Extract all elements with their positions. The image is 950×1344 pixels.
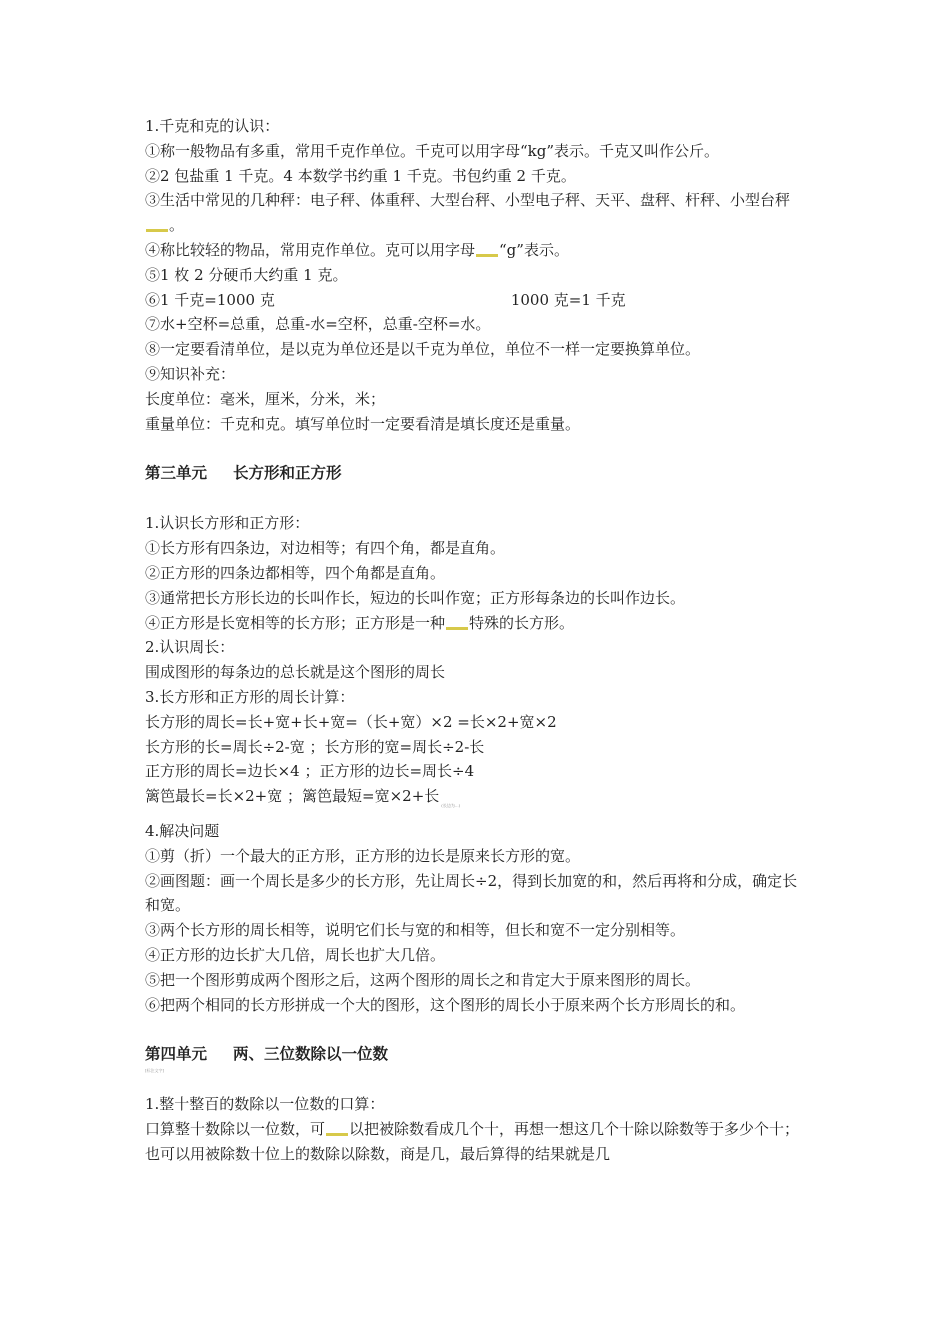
unit3-line-14: ①剪（折）一个最大的正方形，正方形的边长是原来长方形的宽。 xyxy=(145,846,581,865)
highlight-mark xyxy=(446,627,468,630)
spacer xyxy=(145,1075,810,1092)
unit3-line-9: 长方形的周长=长+宽+长+宽=（长+宽）×2 =长×2+宽×2 xyxy=(145,712,557,731)
unit3-line-13: 4.解决问题 xyxy=(145,821,220,840)
unit3-line-11: 正方形的周长=边长×4 ；正方形的边长=周长÷4 xyxy=(145,762,475,781)
unit3-line-6: 2.认识周长： xyxy=(145,638,235,657)
kg-point-3-text: ③生活中常见的几种秤：电子秤、体重秤、大型台秤、小型电子秤、天平、盘秤、杆秤、小型台秤 xyxy=(145,191,791,210)
weight-units: 重量单位：千克和克。填写单位时一定要看清是填长度还是重量。 xyxy=(145,414,581,433)
unit3-line-5-end: 特殊的长方形。 xyxy=(469,613,575,632)
unit3-line-8: 3.长方形和正方形的周长计算： xyxy=(145,687,355,706)
unit4-line-2-rest: 以把被除数看成几个十，再想一想这几个十除以除数等于多少个十；也可以用被除数十位上的数除以除数，商是几，最后算得的结果就是几 xyxy=(145,1120,800,1163)
kg-point-3 xyxy=(145,188,810,238)
unit3-line-12-text: 篱笆最长=长×2+宽 ；篱笆最短=宽×2+长 xyxy=(145,787,440,806)
unit4-line-2-text: 口算整十数除以一位数，可 xyxy=(145,1120,326,1139)
unit3-line-7: 围成图形的每条边的总长就是这个图形的周长 xyxy=(145,663,446,682)
unit3-line-4: ③通常把长方形长边的长叫作长，短边的长叫作宽；正方形每条边的长叫作边长。 xyxy=(145,588,686,607)
document-page xyxy=(145,114,810,1167)
kg-point-9: ⑨知识补充： xyxy=(145,364,236,383)
unit3-line-18: ⑤把一个图形剪成两个图形之后，这两个图形的周长之和肯定大于原来图形的周长。 xyxy=(145,970,701,989)
small-annotation: (长边为...) xyxy=(441,803,461,809)
spacer xyxy=(145,436,810,461)
unit4-label: 第四单元 xyxy=(145,1045,208,1064)
kg-point-6-right: 1000 克=1 千克 xyxy=(510,290,626,309)
kg-point-4-end: “g”表示。 xyxy=(499,240,569,259)
tiny-stamp: [标注文字] xyxy=(145,1068,165,1074)
unit4-title: 两、三位数除以一位数 xyxy=(233,1045,389,1064)
unit3-heading xyxy=(145,461,810,486)
highlight-mark xyxy=(146,229,168,232)
kg-point-5: ⑤1 枚 2 分硬币大约重 1 克。 xyxy=(145,265,348,284)
kg-point-8: ⑧一定要看清单位，是以克为单位还是以千克为单位，单位不一样一定要换算单位。 xyxy=(145,340,701,359)
unit3-line-3: ②正方形的四条边都相等，四个角都是直角。 xyxy=(145,563,446,582)
spacer xyxy=(145,1017,810,1042)
unit3-line-12 xyxy=(145,784,810,819)
unit3-line-10: 长方形的长=周长÷2-宽 ；长方形的宽=周长÷2-长 xyxy=(145,737,485,756)
unit3-line-19: ⑥把两个相同的长方形拼成一个大的图形，这个图形的周长小于原来两个长方形周长的和。 xyxy=(145,995,746,1014)
unit3-title: 长方形和正方形 xyxy=(233,464,342,483)
unit3-line-1: 1.认识长方形和正方形： xyxy=(145,514,310,533)
unit4-heading xyxy=(145,1042,810,1067)
highlight-mark xyxy=(476,254,498,257)
kg-point-4-text: ④称比较轻的物品，常用克作单位。克可以用字母 xyxy=(145,240,476,259)
kg-point-6-left: ⑥1 千克=1000 克 xyxy=(145,290,275,309)
length-units: 长度单位：毫米，厘米，分米，米； xyxy=(145,389,386,408)
kg-point-2: ②2 包盐重 1 千克。4 本数学书约重 1 千克。书包约重 2 千克。 xyxy=(145,166,576,185)
unit3-line-15: ②画图题：画一个周长是多少的长方形，先让周长÷2，得到长加宽的和，然后再将和分成，确定长和宽。 xyxy=(145,871,798,915)
unit4-line-2 xyxy=(145,1117,810,1167)
unit3-line-5 xyxy=(145,611,810,636)
kg-point-6 xyxy=(145,288,810,313)
kg-point-1: ①称一般物品有多重，常用千克作单位。千克可以用字母“kg”表示。千克又叫作公斤。 xyxy=(145,141,720,160)
section-title-kg-g: 1.千克和克的认识： xyxy=(145,117,280,135)
unit4-line-1: 1.整十整百的数除以一位数的口算： xyxy=(145,1095,385,1114)
kg-point-4 xyxy=(145,238,810,263)
highlight-mark xyxy=(326,1133,348,1136)
unit3-line-17: ④正方形的边长扩大几倍，周长也扩大几倍。 xyxy=(145,945,446,964)
unit3-line-16: ③两个长方形的周长相等，说明它们长与宽的和相等，但长和宽不一定分别相等。 xyxy=(145,921,686,940)
spacer xyxy=(145,486,810,511)
kg-point-7: ⑦水+空杯=总重，总重-水=空杯，总重-空杯=水。 xyxy=(145,315,491,334)
unit3-line-5-text: ④正方形是长宽相等的长方形；正方形是一种 xyxy=(145,613,446,632)
unit3-line-2: ①长方形有四条边，对边相等；有四个角，都是直角。 xyxy=(145,539,506,558)
unit3-label: 第三单元 xyxy=(145,464,208,483)
kg-point-3-end: 。 xyxy=(169,216,185,235)
